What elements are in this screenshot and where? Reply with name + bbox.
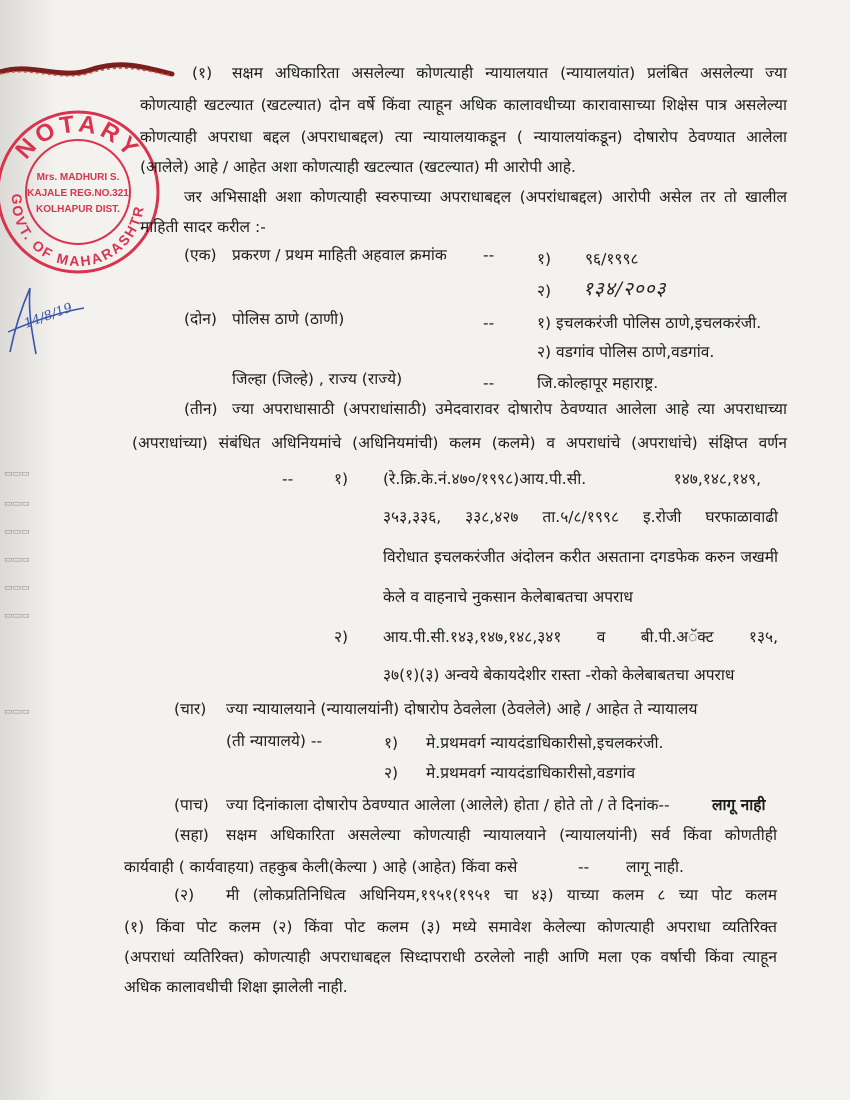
item-ek-text: प्रकरण / प्रथम माहिती अहवाल क्रमांक	[232, 246, 447, 264]
para1-number: (१)	[192, 64, 213, 82]
intro-line: माहिती सादर करील :-	[140, 218, 266, 236]
item-don-label: (दोन)	[184, 310, 217, 328]
offense1-line: ३५३,३३६, ३३८,४२७ ता.५/८/१९९८ इ.रोजी घरफाळावाढी	[383, 508, 778, 526]
fir-entry-value-handwritten: १३४/२००३	[583, 278, 667, 300]
item-saha-line: सक्षम अधिकारिता असलेल्या कोणत्याही न्यायालयाने (न्यायालयांनी) सर्व किंवा कोणतीही	[226, 826, 777, 844]
offense1-number: १)	[334, 470, 349, 488]
item-teen-dash: --	[282, 470, 294, 488]
edge-bleed-text: ▭▭▭	[4, 707, 30, 717]
para1-line: सक्षम अधिकारिता असलेल्या कोणत्याही न्यायालयात (न्यायालयांत) प्रलंबित असलेल्या ज्या	[232, 64, 787, 82]
offense1-line: विरोधात इचलकरंजीत अंदोलन करीत असताना दगडफेक करुन जखमी	[383, 548, 778, 566]
para2-line: अधिक कालावधीची शिक्षा झालेली नाही.	[124, 978, 348, 996]
court-name: मे.प्रथमवर्ग न्यायदंडाधिकारीसो,इचलकरंजी.	[426, 734, 664, 752]
item-paach-value: लागू नाही	[712, 796, 766, 814]
edge-bleed-text: ▭▭▭	[4, 469, 30, 479]
item-teen-line: ज्या अपराधासाठी (अपराधांसाठी) उमेदवारावर दोषारोप ठेवण्यात आलेला आहे त्या अपराधाच्या	[232, 400, 787, 418]
offense2-number: २)	[334, 628, 349, 646]
item-ek-label: (एक)	[184, 246, 217, 264]
offense2-line: ३७(१)(३) अन्वये बेकायदेशीर रास्ता -रोको केलेबाबतचा अपराध	[383, 666, 735, 684]
police-station-entry: १) इचलकरंजी पोलिस ठाणे,इचलकरंजी.	[537, 314, 762, 332]
item-teen-line: (अपराधांच्या) संबंधित अधिनियमांचे (अधिनियमांची) कलम (कलमे) व अपराधांचे (अपराधांचे) संक्षिप्त वर्णन	[132, 434, 787, 452]
court-number: १)	[384, 734, 399, 752]
para2-line: (अपराधां व्यतिरिक्त) कोणत्याही अपराधाबद्दल सिध्दापराधी ठरलेलो नाही आणि मला एक वर्षाची किंवा त्याहून	[124, 948, 777, 966]
item-ek-dash: --	[483, 246, 495, 264]
para2-number: (२)	[174, 886, 195, 904]
fir-entry-number: २)	[537, 282, 552, 300]
edge-bleed-text: ▭▭▭	[4, 555, 30, 565]
intro-line: जर अभिसाक्षी अशा कोणत्याही स्वरुपाच्या अपराधाबद्दल (अपरांधाबद्दल) आरोपी असेल तर तो खालील	[184, 188, 787, 206]
item-char-label: (चार)	[174, 700, 207, 718]
fir-entry-number: १)	[537, 250, 552, 268]
item-saha-label: (सहा)	[174, 826, 209, 844]
item-don-dash: --	[483, 314, 495, 332]
para1-line: कोणत्याही अपराधा बद्दल (अपराधाबद्दल) त्या न्यायालयाकडून ( न्यायालयांकडून) दोषारोप ठेवण्यात आलेला	[140, 128, 787, 146]
para2-line: (१) किंवा पोट कलम (२) किंवा पोट कलम (३) मध्ये समावेश केलेल्या कोणत्याही अपराधा व्यतिरिक्त	[124, 918, 777, 936]
edge-bleed-text: ▭▭▭	[4, 583, 30, 593]
court-name: मे.प्रथमवर्ग न्यायदंडाधिकारीसो,वडगांव	[426, 764, 636, 782]
court-number: २)	[384, 764, 399, 782]
offense1-line: केले व वाहनाचे नुकसान केलेबाबतचा अपराध	[383, 588, 633, 606]
para1-line: कोणत्याही खटल्यात (खटल्यात) दोन वर्षे किंवा त्याहून अधिक कालावधीच्या कारावासाच्या शिक्षेस पात्र असलेल्या	[140, 96, 787, 114]
item-don-text: पोलिस ठाणे (ठाणी)	[232, 310, 345, 328]
signature-date: 14/8/19	[22, 300, 75, 332]
district-dash: --	[483, 374, 495, 392]
para1-line: (आलेले) आहे / आहेत अशा कोणत्याही खटल्यात (खटल्यात) मी आरोपी आहे.	[140, 158, 576, 176]
district-value: जि.कोल्हापूर महाराष्ट्र.	[537, 374, 659, 392]
edge-bleed-text: ▭▭▭	[4, 499, 30, 509]
binding-thread	[0, 58, 175, 88]
para2-line: मी (लोकप्रतिनिधित्व अधिनियम,१९५१(१९५१ चा ४३) याच्या कलम ८ च्या पोट कलम	[226, 886, 777, 904]
stamp-line-2: KAJALE REG.NO.321	[27, 188, 129, 199]
stamp-bottom-text: GOVT. OF MAHARASHTR	[8, 193, 147, 270]
item-saha-line: कार्यवाही ( कार्यवाहया) तहकुब केली(केल्या ) आहे (आहेत) किंवा कसे	[124, 858, 518, 876]
stamp-top-text: NOTARY	[10, 110, 146, 165]
stamp-line-1: Mrs. MADHURI S.	[36, 172, 120, 183]
item-char-courts-label: (ती न्यायालये) --	[226, 732, 323, 750]
edge-bleed-text: ▭▭▭	[4, 611, 30, 621]
item-saha-dash: --	[578, 858, 590, 876]
notary-signature	[6, 282, 86, 362]
notary-seal-icon	[0, 100, 165, 275]
item-paach-text: ज्या दिनांकाला दोषारोप ठेवण्यात आलेला (आलेले) होता / होते तो / ते दिनांक--	[226, 796, 670, 814]
police-station-entry: २) वडगांव पोलिस ठाणे,वडगांव.	[537, 343, 715, 361]
item-saha-value: लागू नाही.	[626, 858, 684, 876]
stamp-line-3: KOLHAPUR DIST.	[36, 204, 120, 215]
fir-entry-value: ९६/१९९८	[585, 250, 639, 268]
offense1-line: (रे.क्रि.के.नं.४७०/१९९८)आय.पी.सी. १४७,१४८,१४९,	[383, 470, 761, 488]
district-label: जिल्हा (जिल्हे) , राज्य (राज्ये)	[232, 370, 403, 388]
item-paach-label: (पाच)	[174, 796, 209, 814]
svg-text:NOTARY	[10, 110, 146, 164]
item-teen-label: (तीन)	[184, 400, 218, 418]
offense2-line: आय.पी.सी.१४३,१४७,१४८,३४१ व बी.पी.अॅक्ट १३५,	[383, 628, 778, 646]
notary-stamp	[0, 100, 165, 275]
item-char-line: ज्या न्यायालयाने (न्यायालयांनी) दोषारोप ठेवलेला (ठेवलेले) आहे / आहेत ते न्यायालय	[226, 700, 698, 718]
edge-bleed-text: ▭▭▭	[4, 527, 30, 537]
